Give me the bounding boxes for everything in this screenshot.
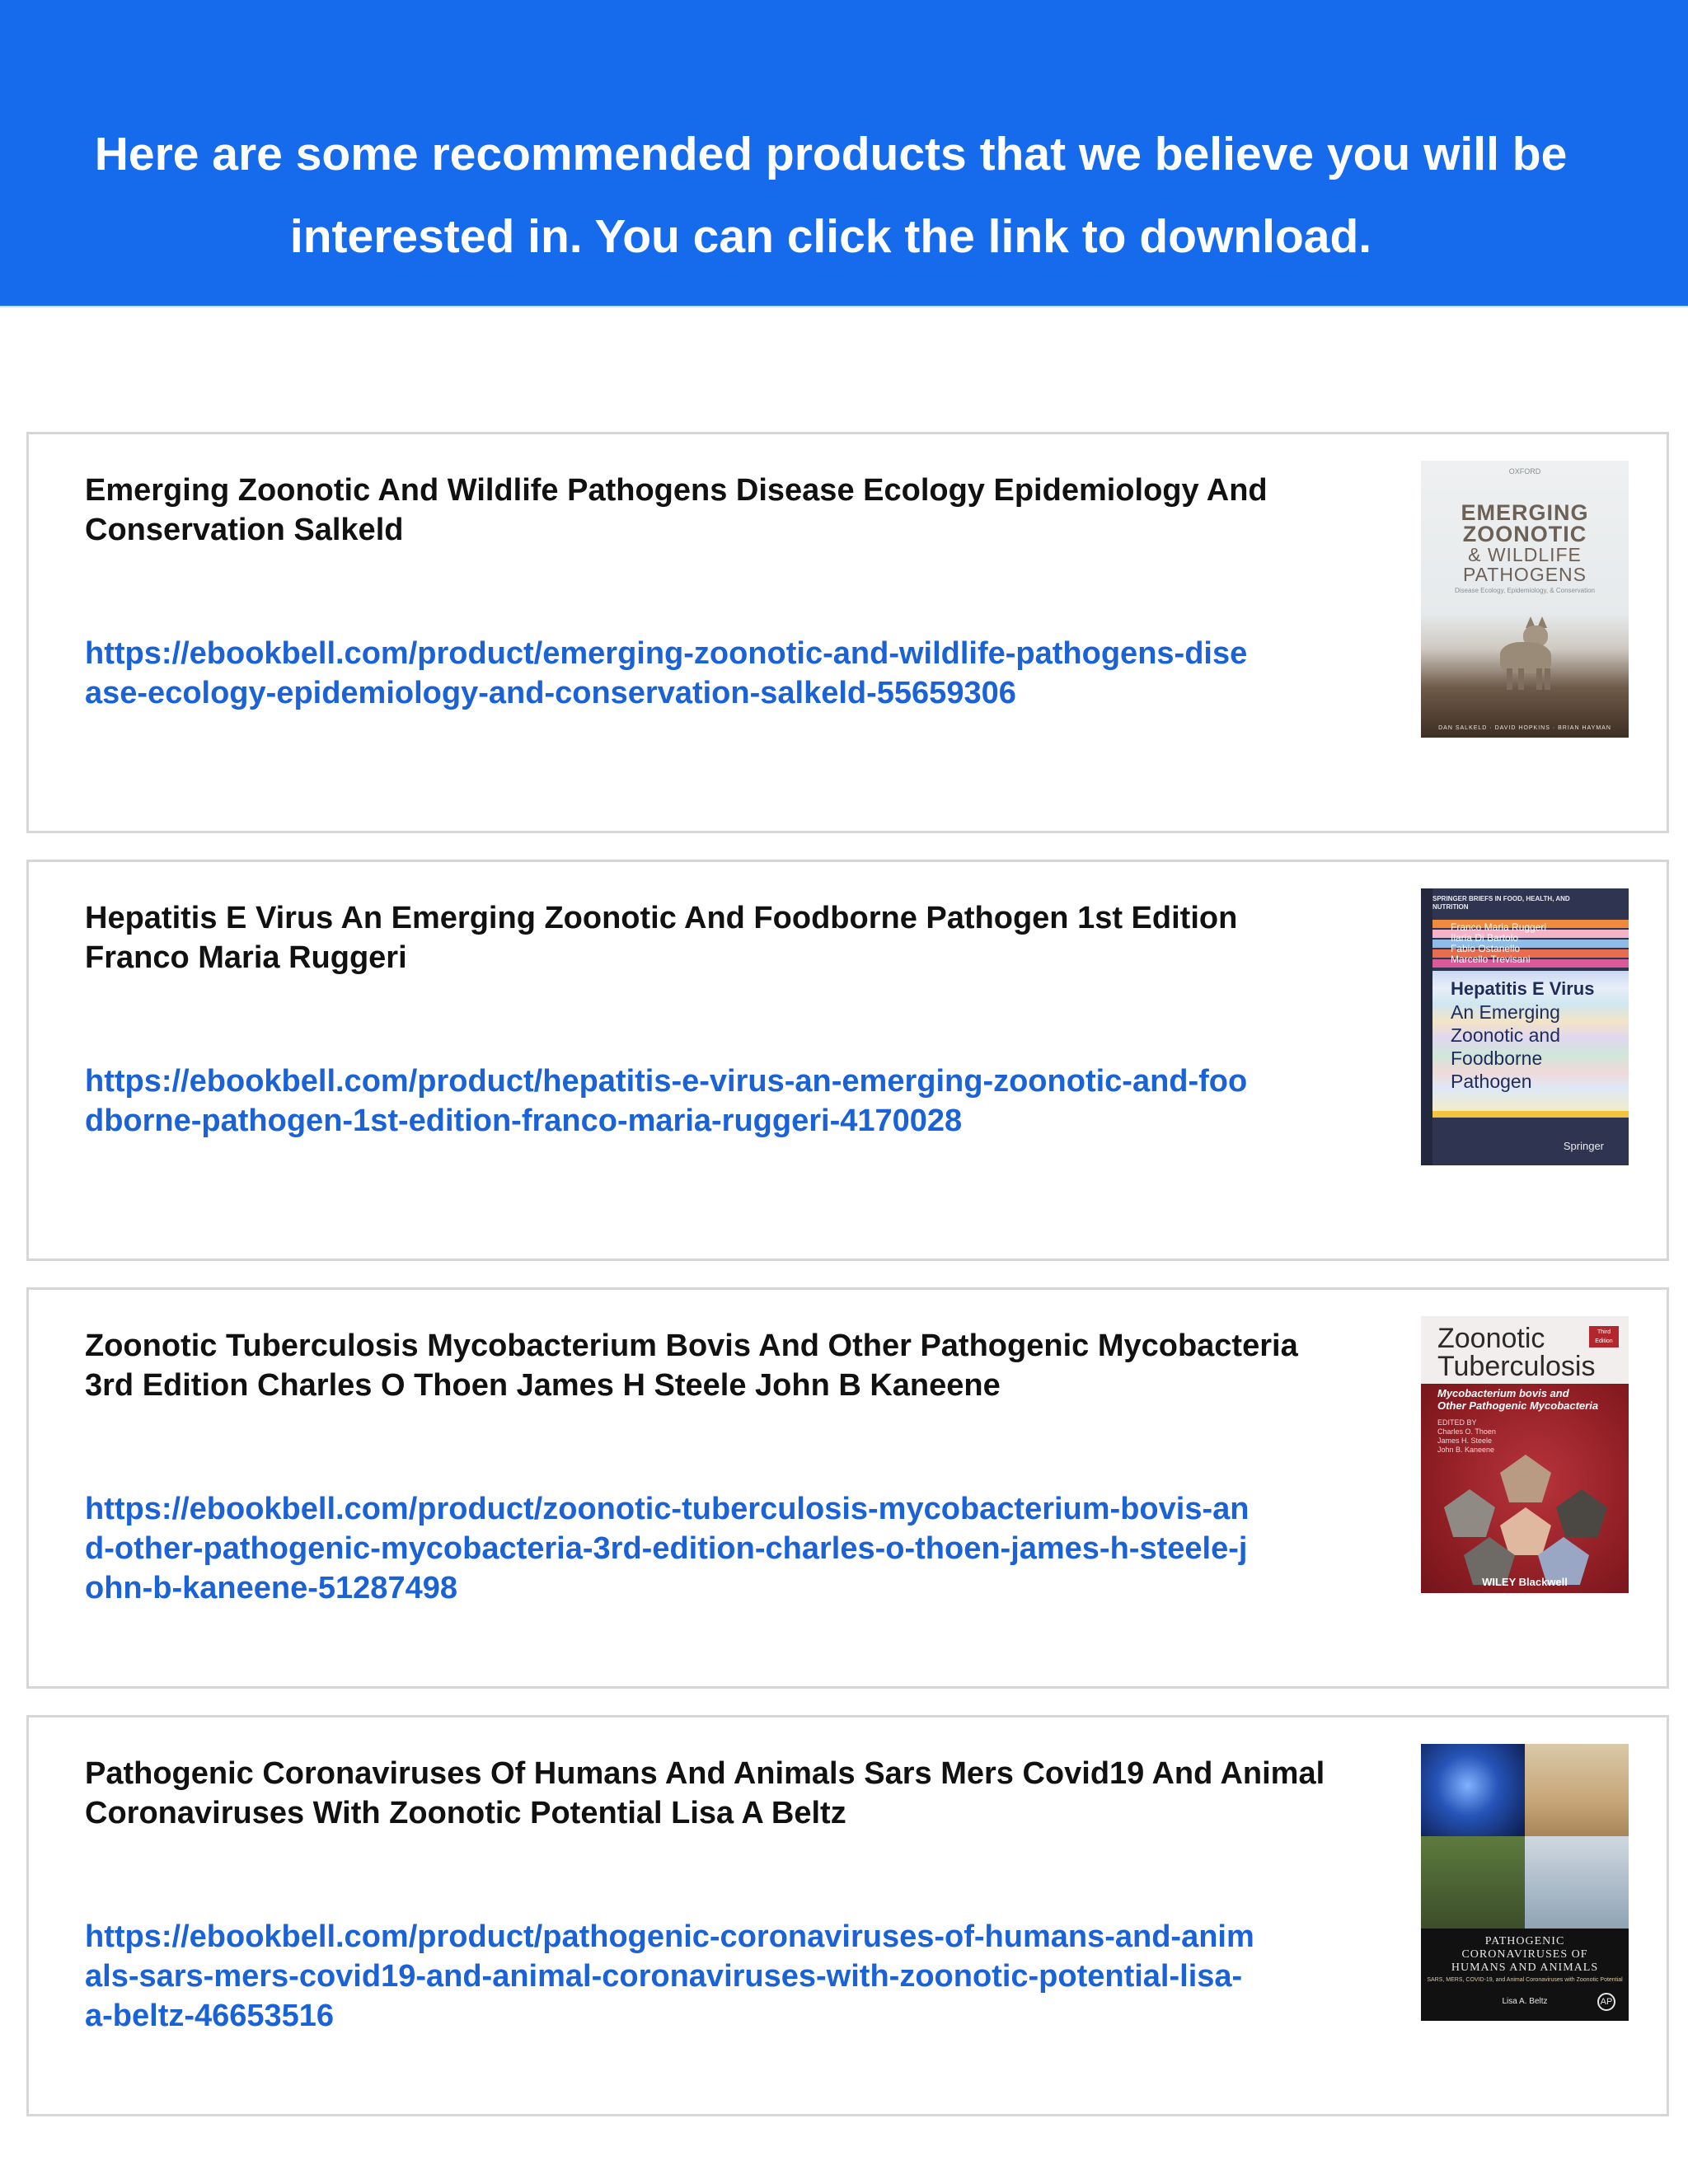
banner-text-line-2: interested in. You can click the link to download. (289, 210, 1372, 263)
cover-subtitle: Disease Ecology, Epidemiology, & Conservation (1454, 587, 1595, 594)
product-download-link[interactable]: https://ebookbell.com/product/emerging-zoonotic-and-wildlife-pathogens-disease-ecology-epidemiology-and-conservation-salkeld-55659306 (85, 636, 1248, 710)
cover-title-line: & WILDLIFE (1468, 544, 1582, 565)
cover-publisher: OXFORD (1508, 467, 1541, 476)
camel-photo (1525, 1744, 1629, 1836)
cover-subtitle: Mycobacterium bovis and (1437, 1387, 1569, 1399)
book-cover-image[interactable] (1421, 1316, 1629, 1593)
cover-subtitle: SARS, MERS, COVID-19, and Animal Coronaviruses with Zoonotic Potential (1427, 1977, 1623, 1983)
product-card (26, 432, 1669, 833)
cover-stripe (1432, 1111, 1629, 1118)
cover-series: SPRINGER BRIEFS IN FOOD, HEALTH, AND NUTRITION (1432, 895, 1570, 911)
cover-title-line: Zoonotic and (1451, 1024, 1560, 1046)
virus-photo (1421, 1744, 1525, 1836)
cover-publisher: WILEY Blackwell (1482, 1576, 1568, 1588)
cover-editor: Charles O. Thoen (1437, 1427, 1496, 1436)
product-download-link[interactable]: https://ebookbell.com/product/zoonotic-tuberculosis-mycobacterium-bovis-and-other-pathogenic-mycobacteria-3rd-edition-charles-o-thoen-james-h-steele-john-b-kaneene-51287498 (85, 1492, 1250, 1605)
animal-photo (1556, 1489, 1607, 1537)
animal-photo (1500, 1455, 1551, 1502)
product-download-link[interactable]: https://ebookbell.com/product/hepatitis-e-virus-an-emerging-zoonotic-and-foodborne-pathogen-1st-edition-franco-maria-ruggeri-4170028 (85, 1064, 1248, 1138)
book-cover-image[interactable] (1421, 888, 1629, 1165)
cover-title-line: Pathogen (1451, 1071, 1532, 1092)
product-card (26, 860, 1669, 1261)
cover-title-line: Hepatitis E Virus (1451, 978, 1595, 999)
product-card (26, 1715, 1669, 2116)
cover-publisher: Springer (1563, 1140, 1604, 1152)
fox-illustration (1507, 668, 1512, 690)
cover-title-line: EMERGING (1461, 500, 1589, 525)
animal-photo (1444, 1489, 1495, 1537)
cover-title-line: Tuberculosis (1437, 1351, 1596, 1382)
cover-edited-by: EDITED BY (1437, 1418, 1477, 1427)
cover-editor: James H. Steele (1437, 1436, 1493, 1445)
recommendation-banner (0, 0, 1688, 307)
cover-title-line: CORONAVIRUSES OF (1461, 1948, 1588, 1961)
fox-illustration (1536, 668, 1542, 690)
product-title: Hepatitis E Virus An Emerging Zoonotic And Foodborne Pathogen 1st Edition Franco Maria Ruggeri (85, 901, 1238, 975)
cover-author: Fabio Ostanello (1451, 943, 1521, 954)
cover-edition-badge: Third Edition (1589, 1326, 1619, 1347)
cover-title-line: An Emerging (1451, 1001, 1560, 1023)
cover-title-line: Foodborne (1451, 1047, 1543, 1069)
cover-title-line: PATHOGENIC (1484, 1935, 1565, 1947)
book-cover-image[interactable] (1421, 1744, 1629, 2021)
cover-editor: John B. Kaneene (1437, 1446, 1495, 1454)
cover-author: Marcello Trevisani (1451, 954, 1531, 965)
cover-title-line: HUMANS AND ANIMALS (1451, 1961, 1599, 1974)
product-download-link[interactable]: https://ebookbell.com/product/pathogenic-coronaviruses-of-humans-and-animals-sars-mers-covid19-and-animal-coronaviruses-with-zoonotic-potential-lisa-a-beltz-46653516 (85, 1919, 1254, 2033)
cover-subtitle: Other Pathogenic Mycobacteria (1437, 1399, 1599, 1412)
civet-photo (1421, 1836, 1525, 1929)
product-title: Pathogenic Coronaviruses Of Humans And Animals Sars Mers Covid19 And Animal Coronaviruses With Zoonotic Potential Lisa A Beltz (85, 1756, 1325, 1830)
cover-author: Lisa A. Beltz (1502, 1997, 1548, 2006)
book-cover-image[interactable] (1421, 461, 1629, 738)
cover-spine-edge (1421, 888, 1432, 1165)
cover-title-line: Zoonotic (1437, 1323, 1545, 1354)
cover-author: Franco Maria Ruggeri (1451, 921, 1547, 933)
cover-author: Ilaria Di Bartolo (1451, 932, 1519, 944)
fox-illustration (1518, 668, 1524, 690)
banner-text-line-1: Here are some recommended products that we believe you will be (94, 128, 1568, 180)
product-title: Emerging Zoonotic And Wildlife Pathogens Disease Ecology Epidemiology And Conservation Salkeld (85, 473, 1268, 547)
cover-title-line: PATHOGENS (1463, 564, 1587, 585)
fox-illustration (1545, 668, 1550, 690)
medical-photo (1525, 1836, 1629, 1929)
person-photo (1500, 1507, 1551, 1555)
cover-authors: DAN SALKELD · DAVID HOPKINS · BRIAN HAYMAN (1438, 725, 1611, 731)
cover-title-line: ZOONOTIC (1462, 522, 1587, 546)
publisher-logo-icon: AP (1597, 1993, 1615, 2011)
product-title: Zoonotic Tuberculosis Mycobacterium Bovis And Other Pathogenic Mycobacteria 3rd Edition Charles O Thoen James H Steele John B Kaneene (85, 1329, 1298, 1403)
product-card (26, 1287, 1669, 1689)
